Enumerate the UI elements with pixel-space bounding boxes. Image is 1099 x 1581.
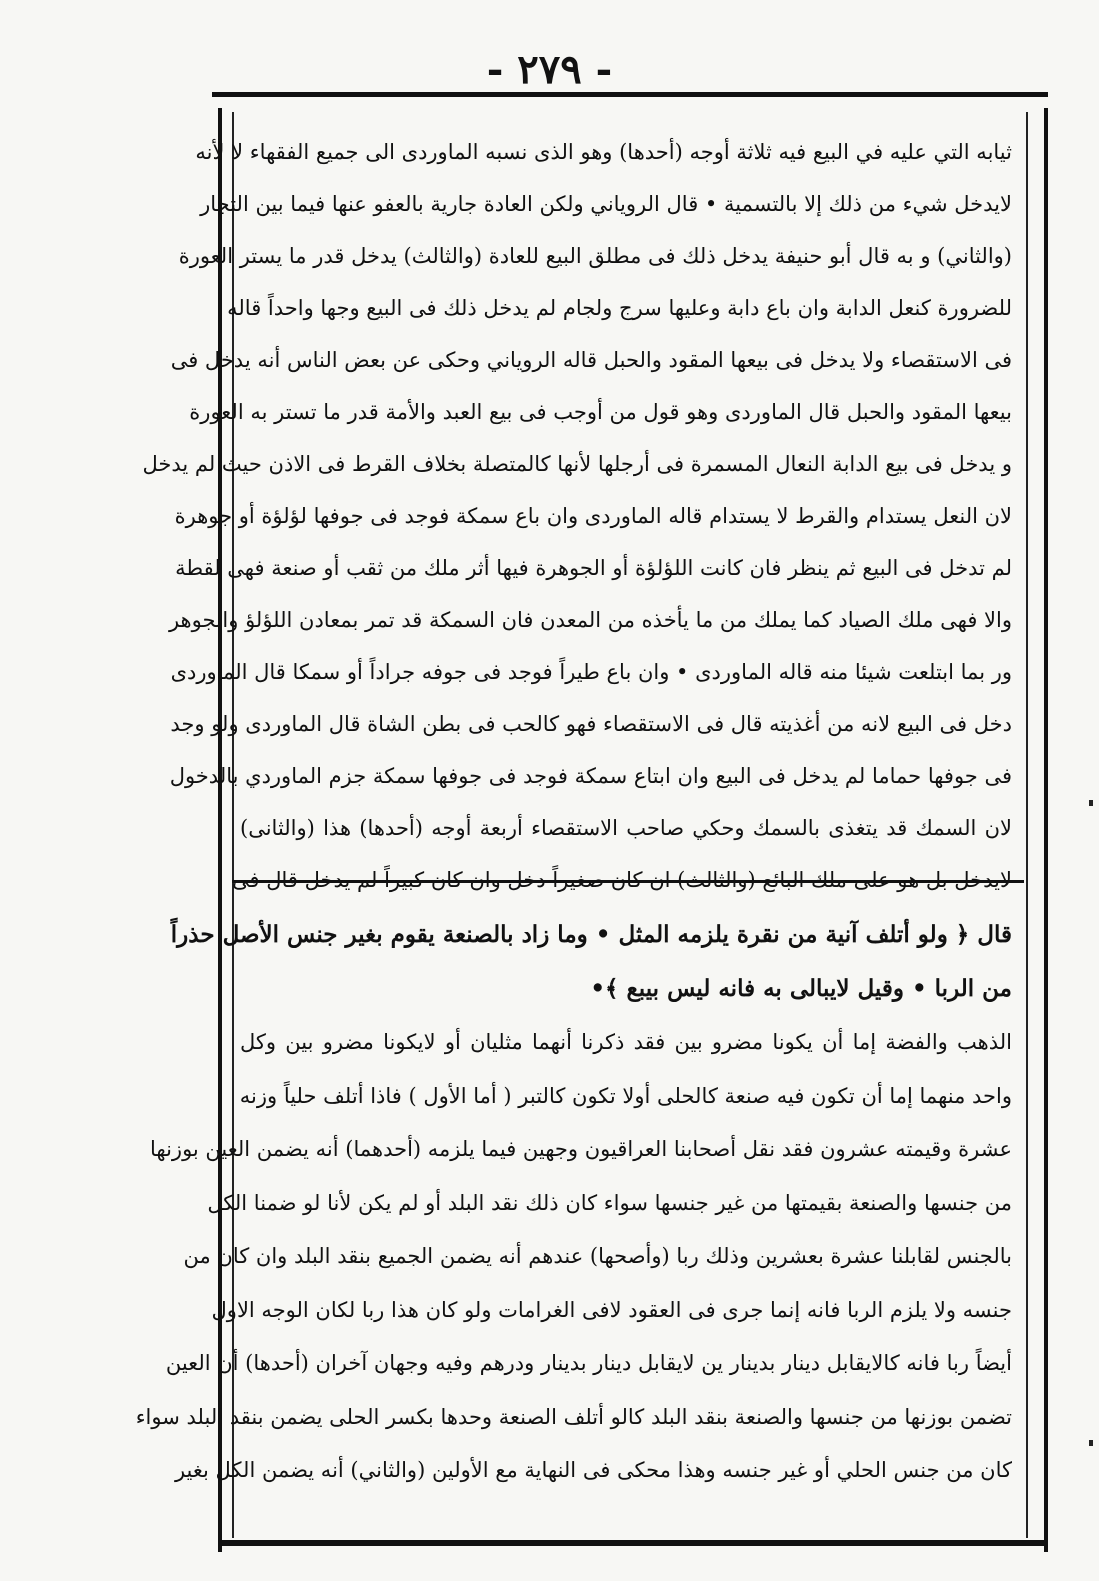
matn-block — [170, 908, 1012, 1016]
commentary-line: عشرة وقيمته عشرون فقد نقل أصحابنا العراقيون وجهين فيما يلزمه (أحدهما) أنه يضمن العين بوزنها — [150, 1137, 1012, 1161]
commentary-line: لان السمك قد يتغذى بالسمك وحكي صاحب الاستقصاء أربعة أوجه (أحدها) هذا (والثانى) — [240, 816, 1012, 840]
page-number: - ٢٧٩ - — [486, 46, 613, 93]
commentary-line: جنسه ولا يلزم الربا فانه إنما جرى فى العقود لافى الغرامات ولو كان هذا ربا لكان الوجه الاول — [211, 1297, 1012, 1322]
commentary-line: والا فهى ملك الصياد كما يملك من ما يأخذه من المعدن فان السمكة قد تمر بمعادن اللؤلؤ والجوهر — [168, 608, 1012, 632]
section-divider — [232, 880, 1024, 883]
commentary-line: فى الاستقصاء ولا يدخل فى بيعها المقود والحبل قاله الروياني وحكى عن بعض الناس أنه يدخل فى — [170, 348, 1012, 372]
commentary-line: لايدخل شيء من ذلك إلا بالتسمية • قال الروياني ولكن العادة جارية بالعفو عنها فيما بين التجار — [200, 192, 1012, 216]
commentary-line: تضمن بوزنها من جنسها والصنعة بنقد البلد كالو أتلف الصنعة وحدها بكسر الحلى يضمن بنقد البلد سواء — [135, 1404, 1012, 1429]
commentary-line: للضرورة كنعل الدابة وان باع دابة وعليها سرج ولجام لم يدخل ذلك فى البيع وجها واحداً قاله — [227, 296, 1012, 320]
commentary-line: ثيابه التي عليه في البيع فيه ثلاثة أوجه (أحدها) وهو الذى نسبه الماوردى الى جميع الفقهاء لا لأنه — [195, 140, 1012, 164]
commentary-line: (والثاني) و به قال أبو حنيفة يدخل ذلك فى مطلق البيع للعادة (والثالث) يدخل قدر ما يستر العورة — [178, 244, 1012, 268]
matn-line: قال ﴿ ولو أتلف آنية من نقرة يلزمه المثل • وما زاد بالصنعة يقوم بغير جنس الأصل حذراً — [170, 921, 1012, 948]
top-rule — [212, 92, 1048, 97]
commentary-line: ور بما ابتلعت شيئا منه قاله الماوردى • وان باع طيراً فوجد فى جوفه جراداً أو سمكا قال الماوردى — [170, 660, 1012, 684]
matn-line: من الربا • وقيل لايبالى به فانه ليس بيبع ﴾• — [590, 975, 1012, 1002]
commentary-line: الذهب والفضة إما أن يكونا مضرو بين فقد ذكرنا أنهما مثليان أو لايكونا مضرو بين وكل — [240, 1030, 1012, 1054]
commentary-line: فى جوفها حماما لم يدخل فى البيع وان ابتاع سمكة فوجد فى جوفها سمكة جزم الماوردي بالدخول — [169, 764, 1012, 788]
commentary-line: لم تدخل فى البيع ثم ينظر فان كانت اللؤلؤة أو الجوهرة فيها أثر ملك من ثقب أو صنعة فهى لقطة — [175, 556, 1012, 580]
bottom-rule — [218, 1540, 1048, 1546]
scan-mark — [1089, 800, 1093, 806]
commentary-line: لان النعل يستدام والقرط لا يستدام قاله الماوردى وان باع سمكة فوجد فى جوفها لؤلؤة أو جوهرة — [174, 504, 1012, 528]
commentary-bottom — [135, 1016, 1012, 1498]
commentary-line: دخل فى البيع لانه من أغذيته قال فى الاستقصاء فهو كالحب فى بطن الشاة قال الماوردى ولو وجد — [170, 712, 1012, 736]
commentary-line: بالجنس لقابلنا عشرة بعشرين وذلك ربا (وأصحها) عندهم أنه يضمن الجميع بنقد البلد وان كان من — [183, 1244, 1012, 1268]
commentary-line: بيعها المقود والحبل قال الماوردى وهو قول من أوجب فى بيع العبد والأمة قدر ما تستر به العورة — [189, 400, 1012, 424]
commentary-line: كان من جنس الحلي أو غير جنسه وهذا محكى فى النهاية مع الأولين (والثاني) أنه يضمن الكل بغير — [174, 1458, 1012, 1482]
commentary-line: و يدخل فى بيع الدابة النعال المسمرة فى أرجلها لأنها كالمتصلة بخلاف القرط فى الاذن حيث لم يدخل — [142, 452, 1012, 476]
scan-mark — [1089, 1440, 1093, 1446]
commentary-line: واحد منهما إما أن تكون فيه صنعة كالحلى أولا تكون كالتبر ( أما الأول ) فاذا أتلف حلياً وزنه — [239, 1083, 1012, 1108]
commentary-line: من جنسها والصنعة بقيمتها من غير جنسها سواء كان ذلك نقد البلد أو لم يكن لأنا لو ضمنا الكل — [207, 1190, 1012, 1215]
commentary-top — [142, 126, 1012, 906]
commentary-line: لايدخل بل هو على ملك البائع (والثالث) ان كان صغيراً دخل وان كان كبيراً لم يدخل قال فى — [232, 868, 1012, 892]
commentary-line: أيضاً ربا فانه كالايقابل دينار بدينار ين لايقابل دينار بدينار ودرهم وفيه وجهان آخران (أحدها) أن العين — [165, 1351, 1012, 1375]
